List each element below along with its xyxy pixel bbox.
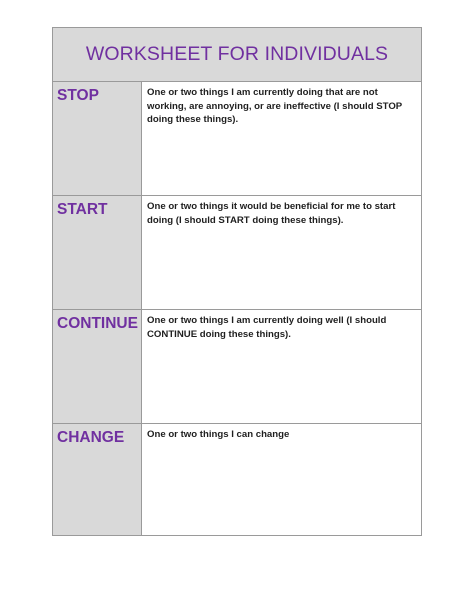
desc-cell-start bbox=[142, 196, 421, 309]
row-label-change: CHANGE bbox=[57, 429, 125, 446]
row-description-start: One or two things it would be beneficial for me to start doing (I should START doing these things). bbox=[147, 201, 396, 226]
label-cell-continue bbox=[53, 310, 142, 423]
row-description-continue: One or two things I am currently doing well (I should CONTINUE doing these things). bbox=[147, 315, 387, 340]
row-label-continue: CONTINUE bbox=[57, 315, 138, 332]
row-continue bbox=[53, 309, 421, 423]
desc-cell-continue bbox=[142, 310, 421, 423]
worksheet-table bbox=[52, 27, 422, 536]
row-label-stop: STOP bbox=[57, 87, 99, 104]
title-bar bbox=[53, 28, 421, 82]
worksheet-title: WORKSHEET FOR INDIVIDUALS bbox=[85, 43, 389, 65]
row-description-change: One or two things I can change bbox=[147, 429, 290, 440]
row-stop bbox=[53, 82, 421, 195]
label-cell-stop bbox=[53, 82, 142, 195]
row-label-start: START bbox=[57, 201, 108, 218]
row-change bbox=[53, 423, 421, 535]
desc-cell-stop bbox=[142, 82, 421, 195]
row-start bbox=[53, 195, 421, 309]
label-cell-start bbox=[53, 196, 142, 309]
desc-cell-change bbox=[142, 424, 421, 535]
label-cell-change bbox=[53, 424, 142, 535]
row-description-stop: One or two things I am currently doing that are not working, are annoying, or are ineffective (I should STOP doing these things). bbox=[147, 87, 403, 125]
